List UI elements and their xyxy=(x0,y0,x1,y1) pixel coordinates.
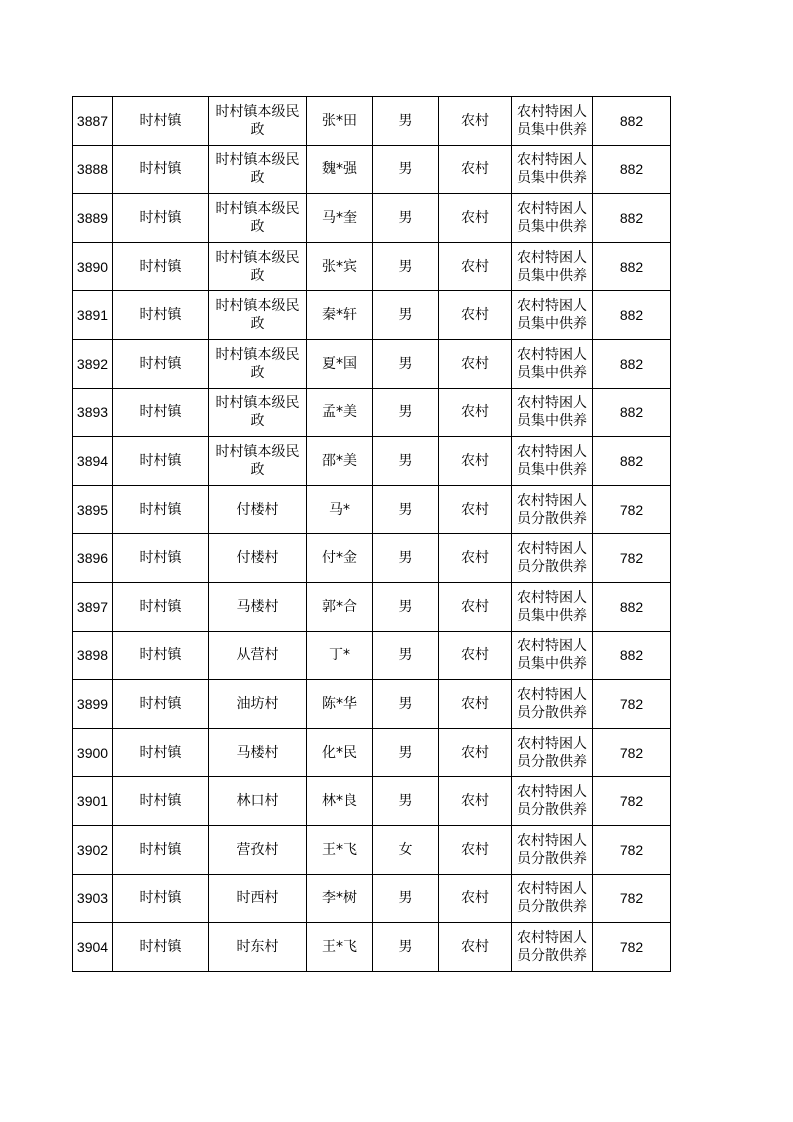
name-cell: 秦*轩 xyxy=(307,291,373,340)
gender-cell: 男 xyxy=(373,728,439,777)
name-cell: 夏*国 xyxy=(307,339,373,388)
town-cell: 时村镇 xyxy=(113,485,209,534)
town-cell: 时村镇 xyxy=(113,388,209,437)
amount-cell: 782 xyxy=(593,825,671,874)
town-cell: 时村镇 xyxy=(113,97,209,146)
amount-cell: 782 xyxy=(593,874,671,923)
area-cell: 农村 xyxy=(439,582,512,631)
row-number: 3888 xyxy=(73,145,113,194)
area-cell: 农村 xyxy=(439,825,512,874)
row-number: 3895 xyxy=(73,485,113,534)
row-number: 3893 xyxy=(73,388,113,437)
amount-cell: 782 xyxy=(593,777,671,826)
table-row xyxy=(73,97,671,146)
table-row xyxy=(73,194,671,243)
amount-cell: 882 xyxy=(593,582,671,631)
amount-cell: 882 xyxy=(593,437,671,486)
unit-cell: 时村镇本级民政 xyxy=(209,194,307,243)
gender-cell: 男 xyxy=(373,631,439,680)
unit-cell: 时村镇本级民政 xyxy=(209,97,307,146)
gender-cell: 男 xyxy=(373,194,439,243)
unit-cell: 油坊村 xyxy=(209,680,307,729)
unit-cell: 时村镇本级民政 xyxy=(209,388,307,437)
area-cell: 农村 xyxy=(439,291,512,340)
amount-cell: 882 xyxy=(593,242,671,291)
town-cell: 时村镇 xyxy=(113,825,209,874)
category-cell: 农村特困人员集中供养 xyxy=(512,242,593,291)
gender-cell: 男 xyxy=(373,582,439,631)
area-cell: 农村 xyxy=(439,680,512,729)
table-row xyxy=(73,680,671,729)
gender-cell: 男 xyxy=(373,437,439,486)
name-cell: 邵*美 xyxy=(307,437,373,486)
row-number: 3899 xyxy=(73,680,113,729)
gender-cell: 男 xyxy=(373,874,439,923)
gender-cell: 男 xyxy=(373,680,439,729)
unit-cell: 时村镇本级民政 xyxy=(209,145,307,194)
gender-cell: 男 xyxy=(373,485,439,534)
category-cell: 农村特困人员分散供养 xyxy=(512,534,593,583)
town-cell: 时村镇 xyxy=(113,145,209,194)
unit-cell: 马楼村 xyxy=(209,728,307,777)
unit-cell: 时西村 xyxy=(209,874,307,923)
category-cell: 农村特困人员集中供养 xyxy=(512,291,593,340)
unit-cell: 付楼村 xyxy=(209,485,307,534)
table-row xyxy=(73,437,671,486)
unit-cell: 时村镇本级民政 xyxy=(209,339,307,388)
row-number: 3892 xyxy=(73,339,113,388)
category-cell: 农村特困人员集中供养 xyxy=(512,194,593,243)
table-row xyxy=(73,825,671,874)
name-cell: 丁* xyxy=(307,631,373,680)
category-cell: 农村特困人员集中供养 xyxy=(512,631,593,680)
row-number: 3902 xyxy=(73,825,113,874)
unit-cell: 林口村 xyxy=(209,777,307,826)
gender-cell: 男 xyxy=(373,388,439,437)
table-row xyxy=(73,485,671,534)
town-cell: 时村镇 xyxy=(113,339,209,388)
name-cell: 化*民 xyxy=(307,728,373,777)
name-cell: 郭*合 xyxy=(307,582,373,631)
name-cell: 陈*华 xyxy=(307,680,373,729)
row-number: 3891 xyxy=(73,291,113,340)
unit-cell: 从营村 xyxy=(209,631,307,680)
area-cell: 农村 xyxy=(439,631,512,680)
amount-cell: 782 xyxy=(593,534,671,583)
row-number: 3889 xyxy=(73,194,113,243)
town-cell: 时村镇 xyxy=(113,728,209,777)
town-cell: 时村镇 xyxy=(113,874,209,923)
name-cell: 李*树 xyxy=(307,874,373,923)
amount-cell: 782 xyxy=(593,680,671,729)
name-cell: 王*飞 xyxy=(307,923,373,972)
name-cell: 王*飞 xyxy=(307,825,373,874)
gender-cell: 女 xyxy=(373,825,439,874)
category-cell: 农村特困人员分散供养 xyxy=(512,728,593,777)
town-cell: 时村镇 xyxy=(113,680,209,729)
area-cell: 农村 xyxy=(439,728,512,777)
area-cell: 农村 xyxy=(439,242,512,291)
category-cell: 农村特困人员分散供养 xyxy=(512,923,593,972)
area-cell: 农村 xyxy=(439,97,512,146)
row-number: 3887 xyxy=(73,97,113,146)
amount-cell: 882 xyxy=(593,339,671,388)
row-number: 3898 xyxy=(73,631,113,680)
category-cell: 农村特困人员集中供养 xyxy=(512,97,593,146)
table-row xyxy=(73,874,671,923)
gender-cell: 男 xyxy=(373,97,439,146)
amount-cell: 782 xyxy=(593,728,671,777)
category-cell: 农村特困人员分散供养 xyxy=(512,485,593,534)
gender-cell: 男 xyxy=(373,339,439,388)
table-row xyxy=(73,631,671,680)
unit-cell: 时村镇本级民政 xyxy=(209,437,307,486)
name-cell: 林*良 xyxy=(307,777,373,826)
amount-cell: 882 xyxy=(593,97,671,146)
town-cell: 时村镇 xyxy=(113,923,209,972)
table-row xyxy=(73,777,671,826)
table-row xyxy=(73,728,671,777)
area-cell: 农村 xyxy=(439,485,512,534)
category-cell: 农村特困人员分散供养 xyxy=(512,777,593,826)
table-row xyxy=(73,923,671,972)
area-cell: 农村 xyxy=(439,388,512,437)
category-cell: 农村特困人员分散供养 xyxy=(512,825,593,874)
row-number: 3903 xyxy=(73,874,113,923)
amount-cell: 882 xyxy=(593,631,671,680)
category-cell: 农村特困人员集中供养 xyxy=(512,388,593,437)
row-number: 3894 xyxy=(73,437,113,486)
area-cell: 农村 xyxy=(439,534,512,583)
category-cell: 农村特困人员集中供养 xyxy=(512,582,593,631)
row-number: 3900 xyxy=(73,728,113,777)
name-cell: 魏*强 xyxy=(307,145,373,194)
unit-cell: 时村镇本级民政 xyxy=(209,291,307,340)
table-body xyxy=(73,97,671,972)
amount-cell: 782 xyxy=(593,485,671,534)
unit-cell: 付楼村 xyxy=(209,534,307,583)
name-cell: 马*奎 xyxy=(307,194,373,243)
gender-cell: 男 xyxy=(373,291,439,340)
name-cell: 付*金 xyxy=(307,534,373,583)
row-number: 3890 xyxy=(73,242,113,291)
gender-cell: 男 xyxy=(373,923,439,972)
category-cell: 农村特困人员集中供养 xyxy=(512,145,593,194)
name-cell: 张*田 xyxy=(307,97,373,146)
category-cell: 农村特困人员分散供养 xyxy=(512,680,593,729)
row-number: 3897 xyxy=(73,582,113,631)
table-row xyxy=(73,582,671,631)
gender-cell: 男 xyxy=(373,145,439,194)
table-row xyxy=(73,242,671,291)
category-cell: 农村特困人员集中供养 xyxy=(512,339,593,388)
area-cell: 农村 xyxy=(439,339,512,388)
area-cell: 农村 xyxy=(439,437,512,486)
name-cell: 张*宾 xyxy=(307,242,373,291)
amount-cell: 882 xyxy=(593,194,671,243)
area-cell: 农村 xyxy=(439,194,512,243)
unit-cell: 马楼村 xyxy=(209,582,307,631)
gender-cell: 男 xyxy=(373,777,439,826)
table-row xyxy=(73,534,671,583)
area-cell: 农村 xyxy=(439,777,512,826)
row-number: 3904 xyxy=(73,923,113,972)
area-cell: 农村 xyxy=(439,145,512,194)
amount-cell: 882 xyxy=(593,388,671,437)
category-cell: 农村特困人员分散供养 xyxy=(512,874,593,923)
area-cell: 农村 xyxy=(439,874,512,923)
town-cell: 时村镇 xyxy=(113,534,209,583)
name-cell: 孟*美 xyxy=(307,388,373,437)
gender-cell: 男 xyxy=(373,534,439,583)
row-number: 3901 xyxy=(73,777,113,826)
table-row xyxy=(73,339,671,388)
town-cell: 时村镇 xyxy=(113,631,209,680)
table-row xyxy=(73,145,671,194)
town-cell: 时村镇 xyxy=(113,582,209,631)
table-row xyxy=(73,388,671,437)
unit-cell: 营孜村 xyxy=(209,825,307,874)
area-cell: 农村 xyxy=(439,923,512,972)
town-cell: 时村镇 xyxy=(113,291,209,340)
amount-cell: 882 xyxy=(593,291,671,340)
amount-cell: 782 xyxy=(593,923,671,972)
category-cell: 农村特困人员集中供养 xyxy=(512,437,593,486)
gender-cell: 男 xyxy=(373,242,439,291)
town-cell: 时村镇 xyxy=(113,437,209,486)
town-cell: 时村镇 xyxy=(113,194,209,243)
unit-cell: 时东村 xyxy=(209,923,307,972)
amount-cell: 882 xyxy=(593,145,671,194)
table-row xyxy=(73,291,671,340)
row-number: 3896 xyxy=(73,534,113,583)
town-cell: 时村镇 xyxy=(113,242,209,291)
unit-cell: 时村镇本级民政 xyxy=(209,242,307,291)
beneficiary-table xyxy=(72,96,671,972)
name-cell: 马* xyxy=(307,485,373,534)
town-cell: 时村镇 xyxy=(113,777,209,826)
